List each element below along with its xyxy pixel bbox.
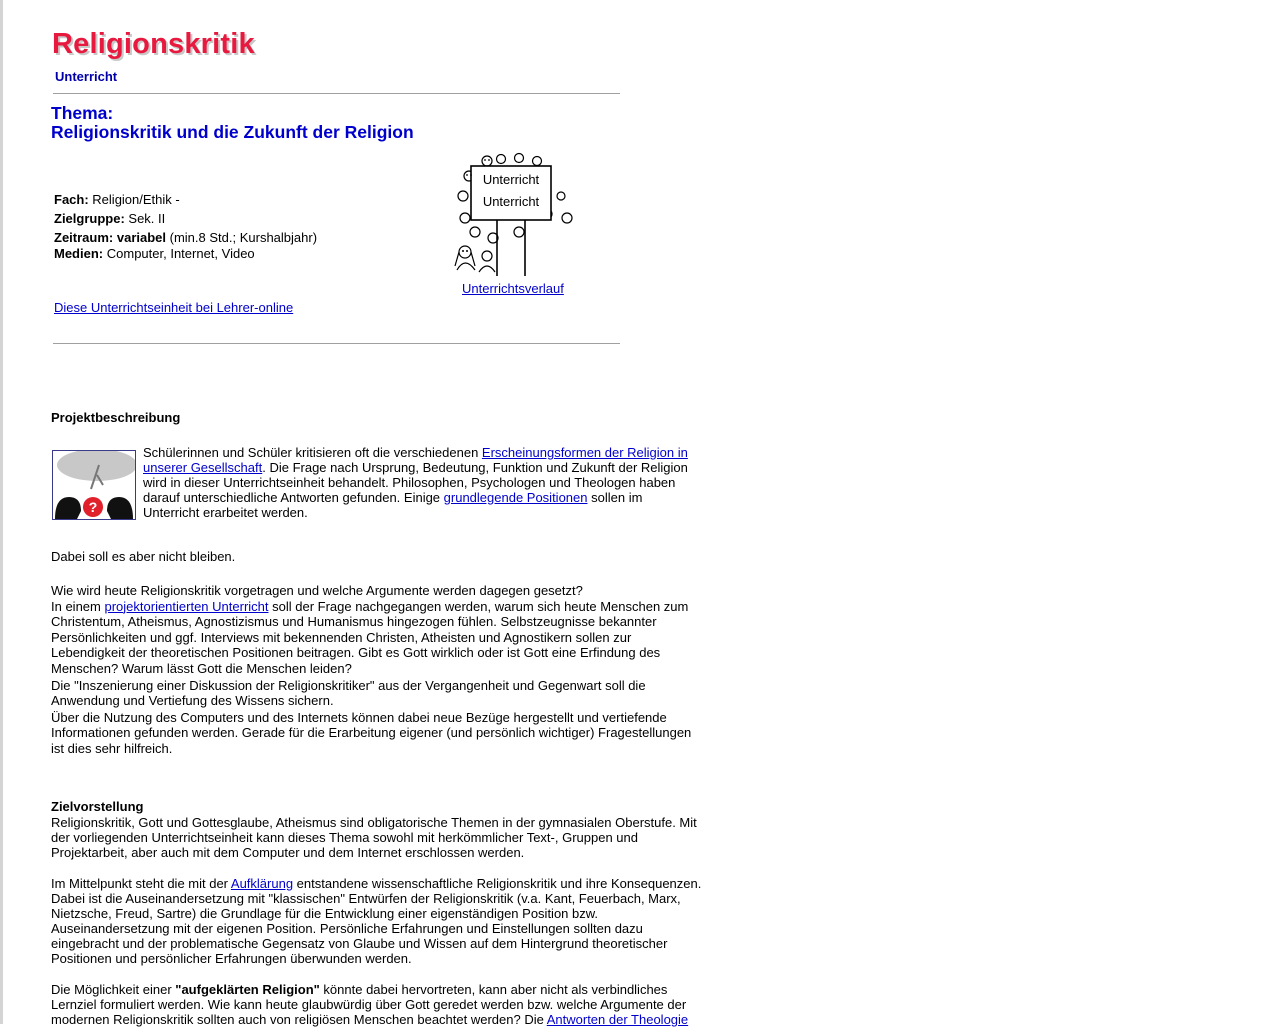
projekt-heading: Projektbeschreibung bbox=[51, 410, 181, 425]
grundlegende-positionen-link[interactable]: grundlegende Positionen bbox=[443, 490, 588, 505]
sign-line-1: Unterricht bbox=[482, 172, 540, 187]
aufklaerung-link[interactable]: Aufklärung bbox=[230, 876, 294, 891]
svg-text:?: ? bbox=[88, 499, 98, 515]
zeitraum-value: (min.8 Std.; Kurshalbjahr) bbox=[169, 230, 318, 245]
lehrer-online-link[interactable]: Diese Unterrichtseinheit bei Lehrer-online bbox=[54, 300, 294, 315]
meta-zeitraum bbox=[54, 230, 317, 245]
site-title: Religionskritik bbox=[52, 28, 255, 60]
projektorientierter-unterricht-link[interactable]: projektorientierten Unterricht bbox=[104, 598, 269, 614]
zeitraum-label: Zeitraum: bbox=[54, 230, 114, 245]
topic-label: Thema: bbox=[51, 103, 114, 123]
ziel-paragraph-2: Im Mittelpunkt steht die mit der Aufklärung entstandene wissenschaftliche Religionskritik und ihre Konsequenzen. Dabei ist die Auseinandersetzung mit "klassischen" Entwürfen der Religionskritik (v.a. Kant, Feuerbach, Marx, Nietzsche, Freud, Sartre) die Grundlage für die Entwicklung einer eigenständigen Position bzw. Auseinandersetzung mit der eigenen Position. Persönliche Erfahrungen und Einstellungen sollten dazu eingebracht und der problematische Gegensatz von Glaube und Wissen auf dem Hintergrund theoretischer Positionen und persönlicher Erfahrungen überwunden werden. bbox=[51, 876, 702, 966]
topic-title: Religionskritik und die Zukunft der Religion bbox=[51, 122, 414, 142]
unterrichtsverlauf-link[interactable]: Unterrichtsverlauf bbox=[462, 281, 564, 296]
meta-medien bbox=[54, 246, 255, 261]
question-heads-icon bbox=[53, 451, 135, 519]
top-divider bbox=[53, 93, 620, 94]
projekt-paragraph-1: Schülerinnen und Schüler kritisieren oft die verschiedenen Erscheinungsformen der Religion in unserer Gesellschaft. Die Frage nach Ursprung, Bedeutung, Funktion und Zukunft der Religion wird in dieser Unterrichtseinheit behandelt. Philosophen, Psychologen und Theologen haben darauf unterschiedliche Antworten gefunden. Einige grundlegende Positionen sollen im Unterricht erarbeitet werden. bbox=[143, 445, 688, 520]
ziel-heading: Zielvorstellung bbox=[51, 799, 144, 814]
classroom-sign-illustration bbox=[449, 152, 581, 279]
fach-value: Religion/Ethik - bbox=[92, 192, 180, 207]
topic-heading bbox=[51, 104, 414, 142]
projekt-paragraph-2: Dabei soll es aber nicht bleiben. bbox=[51, 549, 236, 564]
question-thumbnail bbox=[52, 450, 136, 520]
ziel-paragraph-3: Die Möglichkeit einer "aufgeklärten Religion" könnte dabei hervortreten, kann aber nicht als verbindliches Lernziel formuliert werden. Wie kann heute glaubwürdig über Gott geredet werden bzw. welche Argumente der modernen Religionskritik sollten auch von religiösen Menschen beachtet werden? Die Antworten der Theologie bbox=[51, 982, 689, 1027]
mid-divider bbox=[53, 343, 620, 344]
left-border bbox=[0, 0, 3, 1024]
zeitraum-bold: variabel bbox=[116, 230, 167, 245]
erscheinungsformen-link[interactable]: Erscheinungsformen der Religion in unserer Gesellschaft bbox=[143, 445, 688, 475]
zielgruppe-value: Sek. II bbox=[128, 211, 166, 226]
medien-value: Computer, Internet, Video bbox=[106, 246, 255, 261]
ziel-paragraph-1: Religionskritik, Gott und Gottesglaube, Atheismus sind obligatorische Themen in der gymnasialen Oberstufe. Mit der vorliegenden Unterrichtseinheit kann dieses Thema sowohl mit herkömmlicher Text-, Gruppen und Projektarbeit, aber auch mit dem Computer und dem Internet erschlossen werden. bbox=[51, 815, 697, 860]
sign-line-2: Unterricht bbox=[482, 194, 540, 209]
zielgruppe-label: Zielgruppe: bbox=[54, 211, 125, 226]
medien-label: Medien: bbox=[54, 246, 104, 261]
fach-label: Fach: bbox=[54, 192, 89, 207]
site-subtitle: Unterricht bbox=[55, 69, 118, 84]
antworten-theologie-link[interactable]: Antworten der Theologie bbox=[546, 1012, 689, 1027]
meta-zielgruppe bbox=[54, 211, 165, 226]
projekt-paragraph-3: Wie wird heute Religionskritik vorgetragen und welche Argumente werden dagegen gesetzt? In einem projektorientierten Unterricht soll der Frage nachgegangen werden, warum sich heute Menschen zum Christentum, Atheismus, Agnostizismus und Humanismus hingezogen fühlen. Selbstzeugnisse bekannter Persönlichkeiten und ggf. Interviews mit bekennenden Christen, Atheisten und Agnostikern sollen zur Lebendigkeit der theoretischen Positionen beitragen. Gibt es Gott wirklich oder ist Gott eine Erfindung des Menschen? Warum lässt Gott die Menschen leiden? Die "Inszenierung einer Diskussion der Religionskritiker" aus der Vergangenheit und Gegenwart soll die Anwendung und Vertiefung des Wissens sichern. Über die Nutzung des Computers und des Internets können dabei neue Bezüge hergestellt und vertiefende Informationen gefunden werden. Gerade für die Erarbeitung eigener (und persönlich wichtiger) Fragestellungen ist dies sehr hilfreich. bbox=[51, 583, 692, 756]
people-with-sign-icon bbox=[449, 152, 581, 279]
meta-fach bbox=[54, 192, 180, 207]
